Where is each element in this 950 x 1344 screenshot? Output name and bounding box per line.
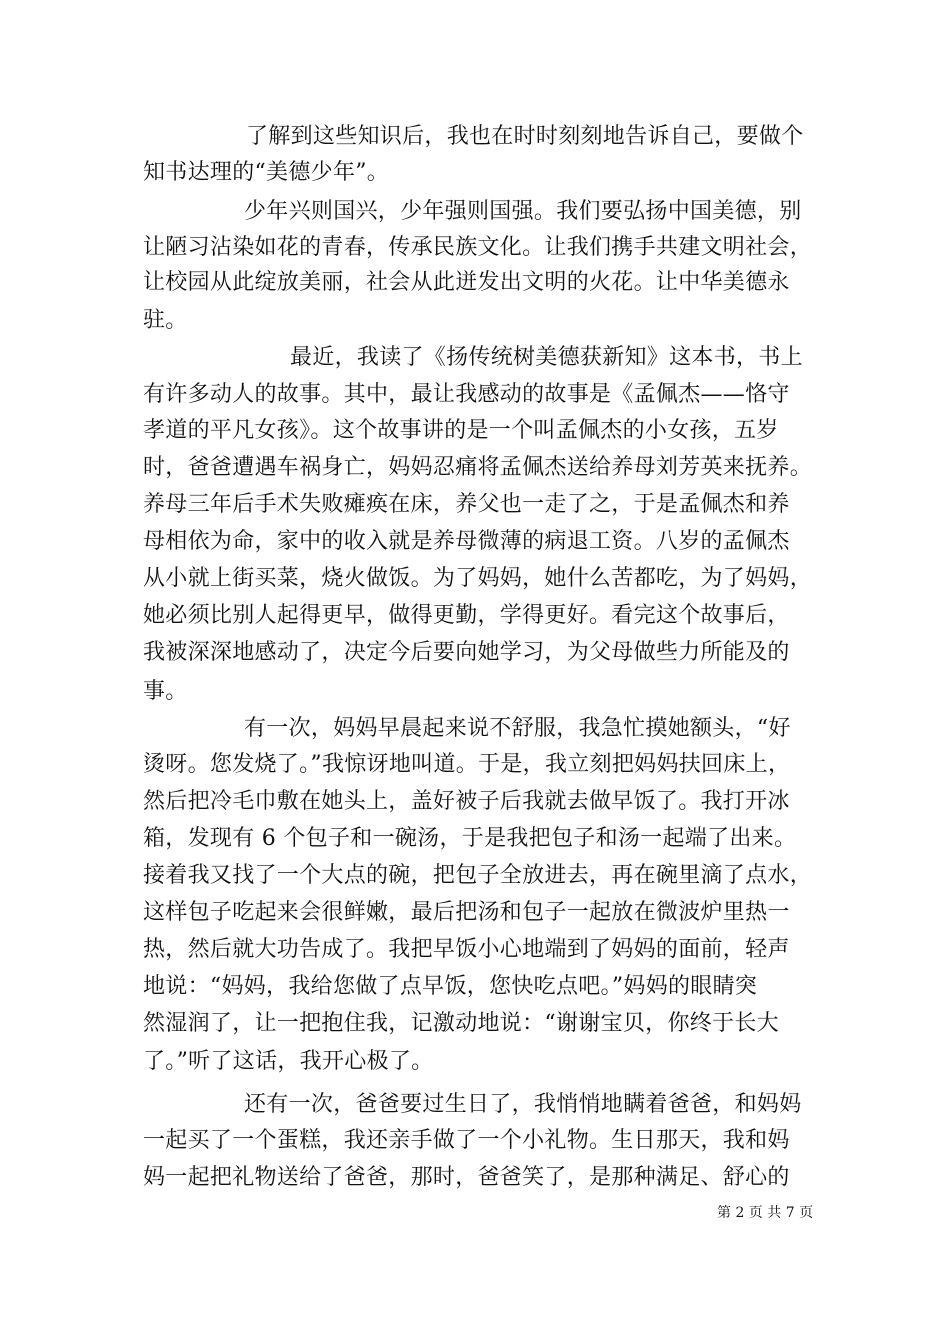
paragraph-1-line-1: 了解到这些知识后，我也在时时刻刻地告诉自己，要做个 [246,124,804,149]
paragraph-5-line-2: 一起买了一个蛋糕，我还亲手做了一个小礼物。生日那天，我和妈 [143,1128,790,1153]
paragraph-3-line-8: 她必须比别人起得更早，做得更勤，学得更好。看完这个故事后， [143,603,790,628]
paragraph-4-line-5: 接着我又找了一个大点的碗，把包子全放进去，再在碗里滴了点水， [143,863,813,888]
paragraph-5-line-3: 妈一起把礼物送给了爸爸，那时，爸爸笑了，是那种满足、舒心的 [143,1165,790,1190]
paragraph-3-line-1: 最近，我读了《扬传统树美德获新知》这本书，书上 [290,345,803,370]
paragraph-3-line-3: 孝道的平凡女孩》。这个故事讲的是一个叫孟佩杰的小女孩，五岁 [143,418,779,443]
paragraph-4-line-4: 箱，发现有 6 个包子和一碗汤，于是我把包子和汤一起端了出来。 [143,826,797,851]
paragraph-3-line-10: 事。 [143,679,188,704]
paragraph-4-line-9: 然湿润了，让一把抱住我，记激动地说：“谢谢宝贝，你终于长大 [143,1011,779,1036]
paragraph-3-line-5: 养母三年后手术失败瘫痪在床，养父也一走了之，于是孟佩杰和养 [143,492,790,517]
paragraph-3-line-7: 从小就上街买菜，烧火做饭。为了妈妈，她什么苦都吃，为了妈妈， [143,566,813,591]
paragraph-2-line-2: 让陋习沾染如花的青春，传承民族文化。让我们携手共建文明社会， [143,235,813,260]
paragraph-4-line-7: 热，然后就大功告成了。我把早饭小心地端到了妈妈的面前，轻声 [143,937,790,962]
paragraph-3-line-2: 有许多动人的故事。其中，最让我感动的故事是《孟佩杰——恪守 [143,382,790,407]
paragraph-2-line-3: 让校园从此绽放美丽，社会从此迸发出文明的火花。让中华美德永 [143,270,790,295]
paragraph-3-line-9: 我被深深地感动了，决定今后要向她学习，为父母做些力所能及的 [143,640,790,665]
paragraph-4-line-3: 然后把冷毛巾敷在她头上，盖好被子后我就去做早饭了。我打开冰 [143,789,790,814]
paragraph-2-line-4: 驻。 [143,308,188,333]
paragraph-5-line-1: 还有一次，爸爸要过生日了，我悄悄地瞒着爸爸，和妈妈 [244,1092,802,1117]
paragraph-3-line-4: 时，爸爸遭遇车祸身亡，妈妈忍痛将孟佩杰送给养母刘芳英来抚养。 [143,455,813,480]
paragraph-4-line-8: 地说：“妈妈，我给您做了点早饭，您快吃点吧。”妈妈的眼睛突 [143,974,758,999]
paragraph-4-line-2: 烫呀。您发烧了。”我惊讶地叫道。于是，我立刻把妈妈扶回床上， [143,752,791,777]
paragraph-4-line-6: 这样包子吃起来会很鲜嫩，最后把汤和包子一起放在微波炉里热一 [143,900,790,925]
paragraph-3-line-6: 母相依为命，家中的收入就是养母微薄的病退工资。八岁的孟佩杰 [143,529,790,554]
paragraph-2-line-1: 少年兴则国兴，少年强则国强。我们要弘扬中国美德，别 [244,199,802,224]
paragraph-4-line-1: 有一次，妈妈早晨起来说不舒服，我急忙摸她额头，“好 [244,716,791,741]
paragraph-4-line-10: 了。”听了这话，我开心极了。 [143,1049,434,1074]
page-number: 第 2 页 共 7 页 [717,1205,814,1221]
paragraph-1-line-2: 知书达理的“美德少年”。 [143,160,390,185]
